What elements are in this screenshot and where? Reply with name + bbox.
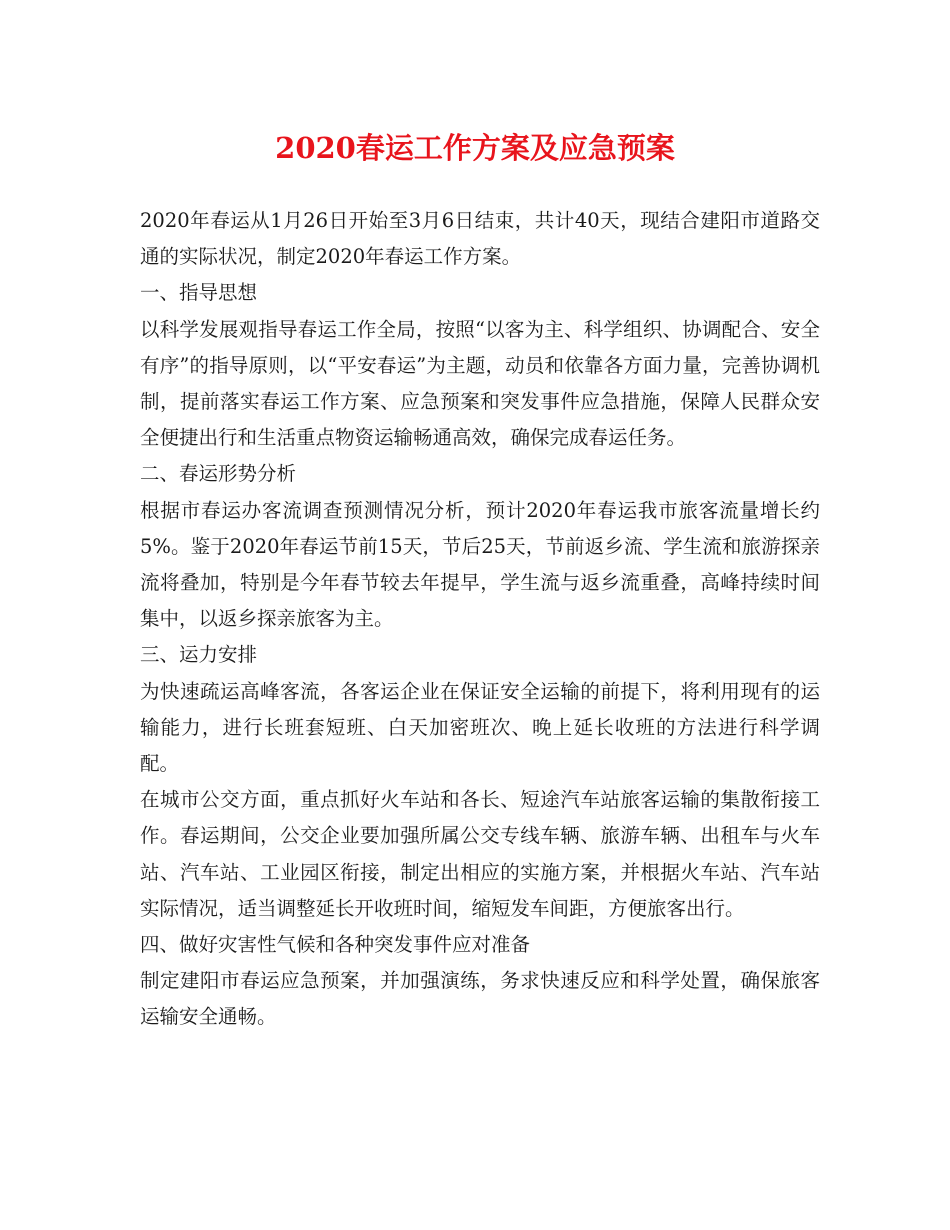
paragraph-city-bus: 在城市公交方面，重点抓好火车站和各长、短途汽车站旅客运输的集散衔接工作。春运期间，公交企业要加强所属公交专线车辆、旅游车辆、出租车与火车站、汽车站、工业园区衔接，制定出相应的实施方案，并根据火车站、汽车站实际情况，适当调整延长开收班时间，缩短发车间距，方便旅客出行。 <box>140 788 820 920</box>
document-body <box>140 203 820 1036</box>
document-title: 2020春运工作方案及应急预案 <box>275 131 675 165</box>
section-heading-3: 三、运力安排 <box>140 643 258 667</box>
paragraph-guiding-thought: 以科学发展观指导春运工作全局，按照“以客为主、科学组织、协调配合、安全有序”的指导原则，以“平安春运”为主题，动员和依靠各方面力量，完善协调机制，提前落实春运工作方案、应急预案和突发事件应急措施，保障人民群众安全便捷出行和生活重点物资运输畅通高效，确保完成春运任务。 <box>140 317 820 450</box>
section-heading-1: 一、指导思想 <box>140 281 258 305</box>
paragraph-emergency-plan: 制定建阳市春运应急预案，并加强演练，务求快速反应和科学处置，确保旅客运输安全通畅。 <box>140 969 820 1029</box>
paragraph-situation-analysis: 根据市春运办客流调查预测情况分析，预计2020年春运我市旅客流量增长约5%。鉴于2020年春运节前15天，节后25天，节前返乡流、学生流和旅游探亲流将叠加，特别是今年春节较去年提早，学生流与返乡流重叠，高峰持续时间集中，以返乡探亲旅客为主。 <box>140 498 820 631</box>
paragraph-intro: 2020年春运从1月26日开始至3月6日结束，共计40天，现结合建阳市道路交通的实际状况，制定2020年春运工作方案。 <box>140 209 820 269</box>
paragraph-capacity: 为快速疏运高峰客流，各客运企业在保证安全运输的前提下，将利用现有的运输能力，进行长班套短班、白天加密班次、晚上延长收班的方法进行科学调配。 <box>140 679 820 776</box>
section-heading-4: 四、做好灾害性气候和各种突发事件应对准备 <box>140 933 531 957</box>
section-heading-2: 二、春运形势分析 <box>140 462 297 486</box>
